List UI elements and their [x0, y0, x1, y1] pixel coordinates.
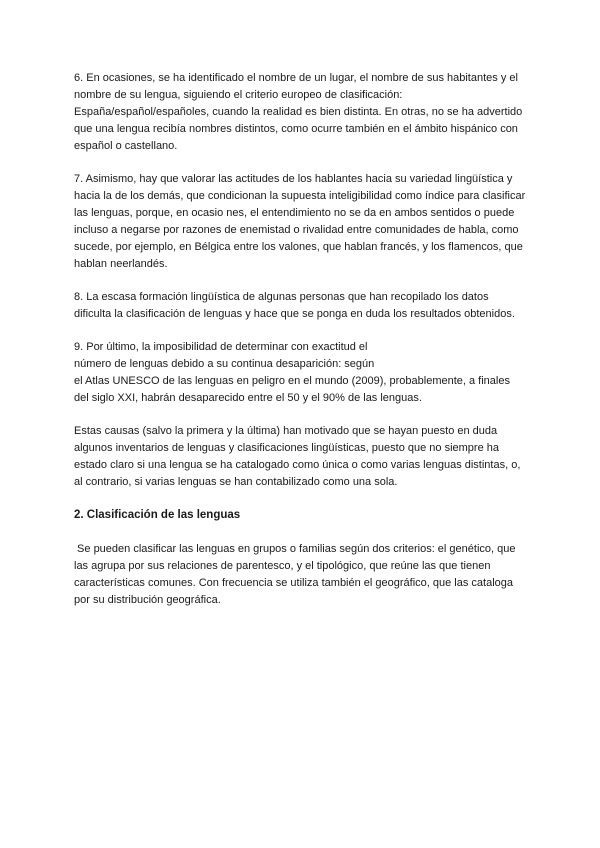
paragraph-item-7 — [74, 171, 534, 273]
text-line: España/español/españoles, cuando la realidad es bien distinta. En otras, no se ha advertido — [74, 106, 523, 118]
paragraph-item-9 — [74, 339, 534, 407]
text-line: 9. Por último, la imposibilidad de determinar con exactitud el — [74, 341, 368, 353]
text-line: sucede, por ejemplo, en Bélgica entre los valones, que hablan francés, y los flamencos, que — [74, 241, 523, 253]
text-line: que una lengua recibía nombres distintos, como ocurre también en el ámbito hispánico con — [74, 123, 518, 135]
text-line: las lenguas, porque, en ocasio nes, el entendimiento no se da en ambos sentidos o puede — [74, 207, 515, 219]
text-line: características comunes. Con frecuencia se utiliza también el geográfico, que las cataloga — [74, 577, 514, 589]
text-line: las agrupa por sus relaciones de parentesco, y el tipológico, que reúne las que tienen — [74, 560, 491, 572]
text-line: 7. Asimismo, hay que valorar las actitudes de los hablantes hacia su variedad lingüística y — [74, 173, 513, 185]
text-line: algunos inventarios de lenguas y clasificaciones lingüísticas, puesto que no siempre ha — [74, 442, 499, 454]
text-line: Estas causas (salvo la primera y la última) han motivado que se hayan puesto en duda — [74, 425, 498, 437]
text-line: incluso a negarse por razones de enemistad o rivalidad entre comunidades de habla, como — [74, 224, 519, 236]
text-line: el Atlas UNESCO de las lenguas en peligro en el mundo (2009), probablemente, a finales — [74, 375, 510, 387]
paragraph-causes-summary — [74, 423, 534, 491]
text-line: 6. En ocasiones, se ha identificado el nombre de un lugar, el nombre de sus habitantes y el — [74, 72, 518, 84]
text-line: al contrario, si varias lenguas se han contabilizado como una sola. — [74, 476, 398, 488]
section-heading: 2. Clasificación de las lenguas — [74, 509, 241, 521]
text-line: dificulta la clasificación de lenguas y hace que se ponga en duda los resultados obtenidos. — [74, 308, 515, 320]
text-line: número de lenguas debido a su continua desaparición: según — [74, 358, 375, 370]
text-line: Se pueden clasificar las lenguas en grupos o familias según dos criterios: el genético, que — [74, 543, 516, 555]
text-line: español o castellano. — [74, 140, 178, 152]
text-line: nombre de su lengua, siguiendo el criterio europeo de clasificación: — [74, 89, 403, 101]
paragraph-item-8 — [74, 289, 534, 323]
text-line: por su distribución geográfica. — [74, 594, 221, 606]
text-line: 8. La escasa formación lingüística de algunas personas que han recopilado los datos — [74, 291, 489, 303]
text-line: del siglo XXI, habrán desaparecido entre el 50 y el 90% de las lenguas. — [74, 392, 422, 404]
document-body — [74, 70, 534, 625]
section-paragraph — [74, 541, 534, 609]
text-line: hablan neerlandés. — [74, 258, 168, 270]
text-line: hacia la de los demás, que condicionan la supuesta inteligibilidad como índice para clasificar — [74, 190, 526, 202]
text-line: estado claro si una lengua se ha catalogado como única o como varias lenguas distintas, o, — [74, 459, 521, 471]
paragraph-item-6 — [74, 70, 534, 155]
